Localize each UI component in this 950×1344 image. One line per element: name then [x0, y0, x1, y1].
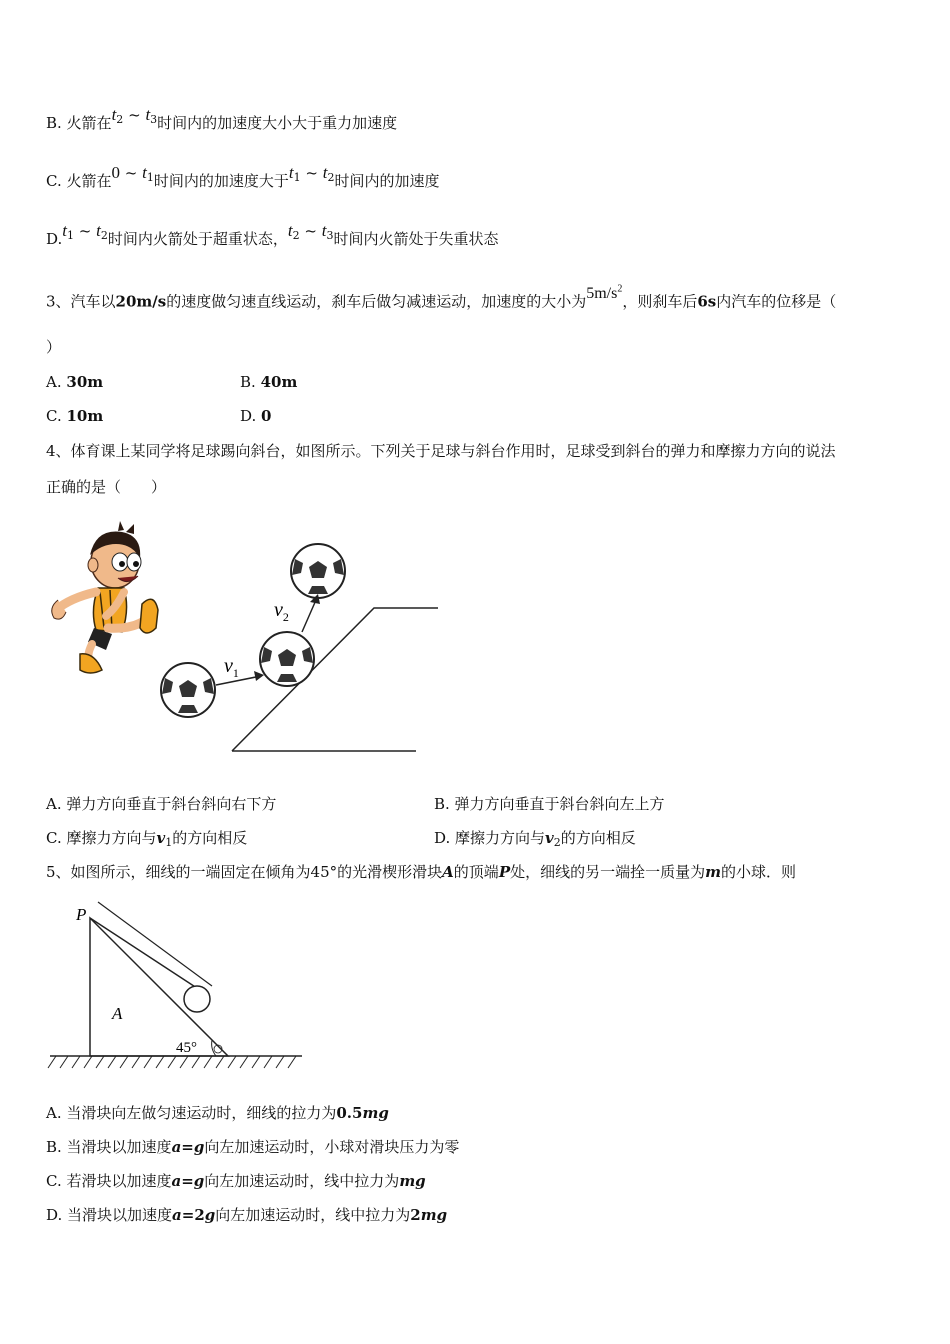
q4-c-sub: 1	[165, 836, 173, 849]
q5-b-a: a	[171, 1138, 182, 1156]
q5-A: A	[442, 863, 454, 881]
soccer-ball-contact	[260, 632, 314, 686]
q2-c-t1-sub: 1	[146, 171, 154, 184]
q2-c-t1b: t	[288, 163, 294, 182]
q2-b-time-range	[112, 106, 158, 124]
q2-d-suffix: 时间内火箭处于失重状态	[333, 230, 499, 248]
label-P: P	[76, 905, 87, 924]
q5-c-mg: mg	[399, 1172, 426, 1190]
q5-m: m	[705, 863, 721, 881]
q5-c-a: a	[171, 1172, 182, 1190]
q3-part2: 的速度做匀速直线运动，刹车后做匀减速运动，加速度的大小为	[166, 292, 587, 311]
small-ball	[184, 986, 210, 1012]
q3-d-letter: D.	[240, 407, 257, 425]
q5-b-post: 向左加速运动时，小球对滑块压力为零	[204, 1138, 460, 1156]
q3-part4: 内汽车的位移是（	[716, 292, 837, 311]
q3-stem	[46, 284, 837, 312]
q2-c-mid: 时间内的加速度大于	[153, 172, 289, 190]
kicking-boy-illustration	[52, 521, 158, 673]
q5-b-pre: B. 当滑块以加速度	[46, 1138, 172, 1156]
q3-c-value: 10m	[66, 407, 104, 425]
q2-b-suffix: 时间内的加速度大小大于重力加速度	[157, 114, 398, 132]
q2-c-zero: 0	[111, 163, 120, 182]
v2-arrow	[302, 594, 320, 632]
incline-slope	[232, 608, 438, 751]
q4-figure	[46, 520, 446, 760]
q2-d-a1-sub: 1	[67, 229, 74, 242]
soccer-ball-initial	[161, 663, 215, 717]
q2-c-suffix: 时间内的加速度	[334, 172, 440, 190]
q4-option-d[interactable]	[434, 828, 636, 853]
q5-option-d[interactable]	[46, 1205, 447, 1225]
q5-d-pre: D. 当滑块以加速度	[46, 1206, 173, 1224]
q5-p1: 5、如图所示，细线的一端固定在倾角为	[46, 863, 311, 881]
q5-option-b[interactable]	[46, 1137, 459, 1157]
q2-d-mid: 时间内火箭处于超重状态，	[107, 230, 288, 248]
q4-d-sub: 2	[553, 836, 561, 849]
q2-b-prefix: B. 火箭在	[46, 114, 112, 132]
label-A: A	[112, 1004, 123, 1023]
q5-p2: 的光滑楔形滑块	[337, 863, 443, 881]
q4-stem-line2: 正确的是（ ）	[46, 478, 167, 496]
q2-d-prefix: D.	[46, 230, 63, 248]
q2-c-time-range-1	[111, 164, 153, 182]
q5-b-eq: =	[181, 1138, 194, 1156]
q2-d-tilde2: ~	[304, 222, 317, 240]
q2-d-b1: t	[287, 221, 293, 240]
string	[90, 918, 206, 994]
q2-d-tilde: ~	[78, 222, 92, 240]
q2-c-tilde: ~	[124, 164, 138, 182]
wedge-A	[90, 918, 228, 1056]
q2-c-t1b-sub: 1	[293, 171, 301, 184]
q5-a-val: 0.5	[336, 1104, 363, 1122]
q5-p4: 处，细线的另一端拴一质量为	[510, 863, 706, 881]
q3-accel	[586, 285, 622, 302]
q4-option-c[interactable]	[46, 828, 247, 853]
q5-d-mg: mg	[420, 1206, 448, 1224]
q3-speed: 20m/s	[115, 292, 167, 311]
q3-a-letter: A.	[46, 373, 62, 391]
v2-label: $v_2$	[274, 599, 289, 624]
q5-a-mg: mg	[362, 1104, 389, 1122]
q2-c-t1: t	[142, 163, 147, 182]
q2-d-b1-sub: 2	[292, 229, 300, 242]
q4-d-post: 的方向相反	[560, 829, 636, 847]
q5-d-mid: 向左加速运动时，线中拉力为	[215, 1206, 411, 1224]
q5-d-val: 2	[410, 1206, 421, 1224]
q3-accel-sup: 2	[617, 284, 623, 295]
q5-angle: 45°	[310, 863, 338, 881]
q2-c-t2: t	[322, 163, 328, 182]
q3-d-value: 0	[261, 407, 272, 425]
q2-d-time-range-1	[62, 222, 108, 240]
soccer-ball-rebound	[291, 544, 345, 598]
q5-c-eq: =	[181, 1172, 194, 1190]
q3-b-letter: B.	[240, 373, 256, 391]
q4-option-b[interactable]: B. 弹力方向垂直于斜台斜向左上方	[434, 795, 665, 813]
q5-option-c[interactable]	[46, 1171, 426, 1191]
q5-p3: 的顶端	[453, 863, 499, 881]
q5-c-pre: C. 若滑块以加速度	[46, 1172, 172, 1190]
q2-option-d	[46, 221, 499, 254]
q2-d-b2-sub: 3	[326, 229, 334, 242]
q5-figure	[46, 898, 308, 1074]
ground-hatching	[48, 1056, 296, 1068]
q4-stem-line1: 4、体育课上某同学将足球踢向斜台，如图所示。下列关于足球与斜台作用时，足球受到斜台的弹力和摩擦力方向的说法	[46, 442, 836, 460]
q3-c-letter: C.	[46, 407, 62, 425]
q2-option-c	[46, 163, 440, 196]
q2-d-b2: t	[321, 221, 327, 240]
q4-c-post: 的方向相反	[172, 829, 248, 847]
q2-b-t-start: t	[111, 105, 117, 124]
v1-label: $v_1$	[224, 655, 239, 680]
q3-option-b[interactable]	[240, 372, 297, 392]
q3-time: 6s	[697, 292, 717, 311]
q2-d-a2-sub: 2	[100, 229, 108, 242]
q4-d-var: v	[545, 829, 554, 847]
q4-option-a[interactable]: A. 弹力方向垂直于斜台斜向右下方	[46, 795, 277, 813]
q5-a-pre: A. 当滑块向左做匀速运动时，细线的拉力为	[46, 1104, 337, 1122]
q5-d-g: g	[204, 1206, 216, 1224]
q2-b-t-start-sub: 2	[116, 113, 124, 126]
q2-option-b	[46, 105, 398, 138]
q2-b-tilde: ~	[128, 106, 141, 124]
q2-c-prefix: C. 火箭在	[46, 172, 112, 190]
q3-close: ）	[46, 338, 62, 356]
q3-option-a[interactable]	[46, 372, 103, 392]
q5-stem	[46, 862, 796, 882]
q5-p5: 的小球．则	[720, 863, 796, 881]
q5-b-g: g	[193, 1138, 205, 1156]
q5-d-a: a	[172, 1206, 182, 1224]
q4-d-pre: D. 摩擦力方向与	[434, 829, 546, 847]
q2-d-a2: t	[96, 221, 101, 240]
q5-P: P	[498, 863, 511, 881]
q5-option-a[interactable]	[46, 1103, 389, 1123]
q3-option-c[interactable]	[46, 406, 103, 426]
q3-b-value: 40m	[260, 373, 298, 391]
q3-part1: 3、汽车以	[46, 292, 116, 311]
q3-part3: ，则刹车后	[622, 292, 698, 311]
label-angle: 45°	[176, 1040, 197, 1056]
q2-d-time-range-2	[288, 222, 334, 240]
q4-c-var: v	[156, 829, 166, 847]
q2-d-a1: t	[62, 221, 67, 240]
q2-b-t-end-sub: 3	[150, 113, 158, 126]
q2-c-t2-sub: 2	[327, 171, 335, 184]
q4-c-pre: C. 摩擦力方向与	[46, 829, 157, 847]
q5-c-mid: 向左加速运动时，线中拉力为	[204, 1172, 400, 1190]
q5-c-g: g	[193, 1172, 205, 1190]
q2-c-time-range-2	[289, 164, 335, 182]
q3-accel-value: 5m/s	[586, 285, 618, 303]
q3-option-d[interactable]	[240, 406, 271, 426]
q3-a-value: 30m	[66, 373, 104, 391]
q2-c-tilde2: ~	[305, 164, 318, 182]
q5-d-eq: =2	[181, 1206, 205, 1224]
q2-b-t-end: t	[145, 105, 151, 124]
